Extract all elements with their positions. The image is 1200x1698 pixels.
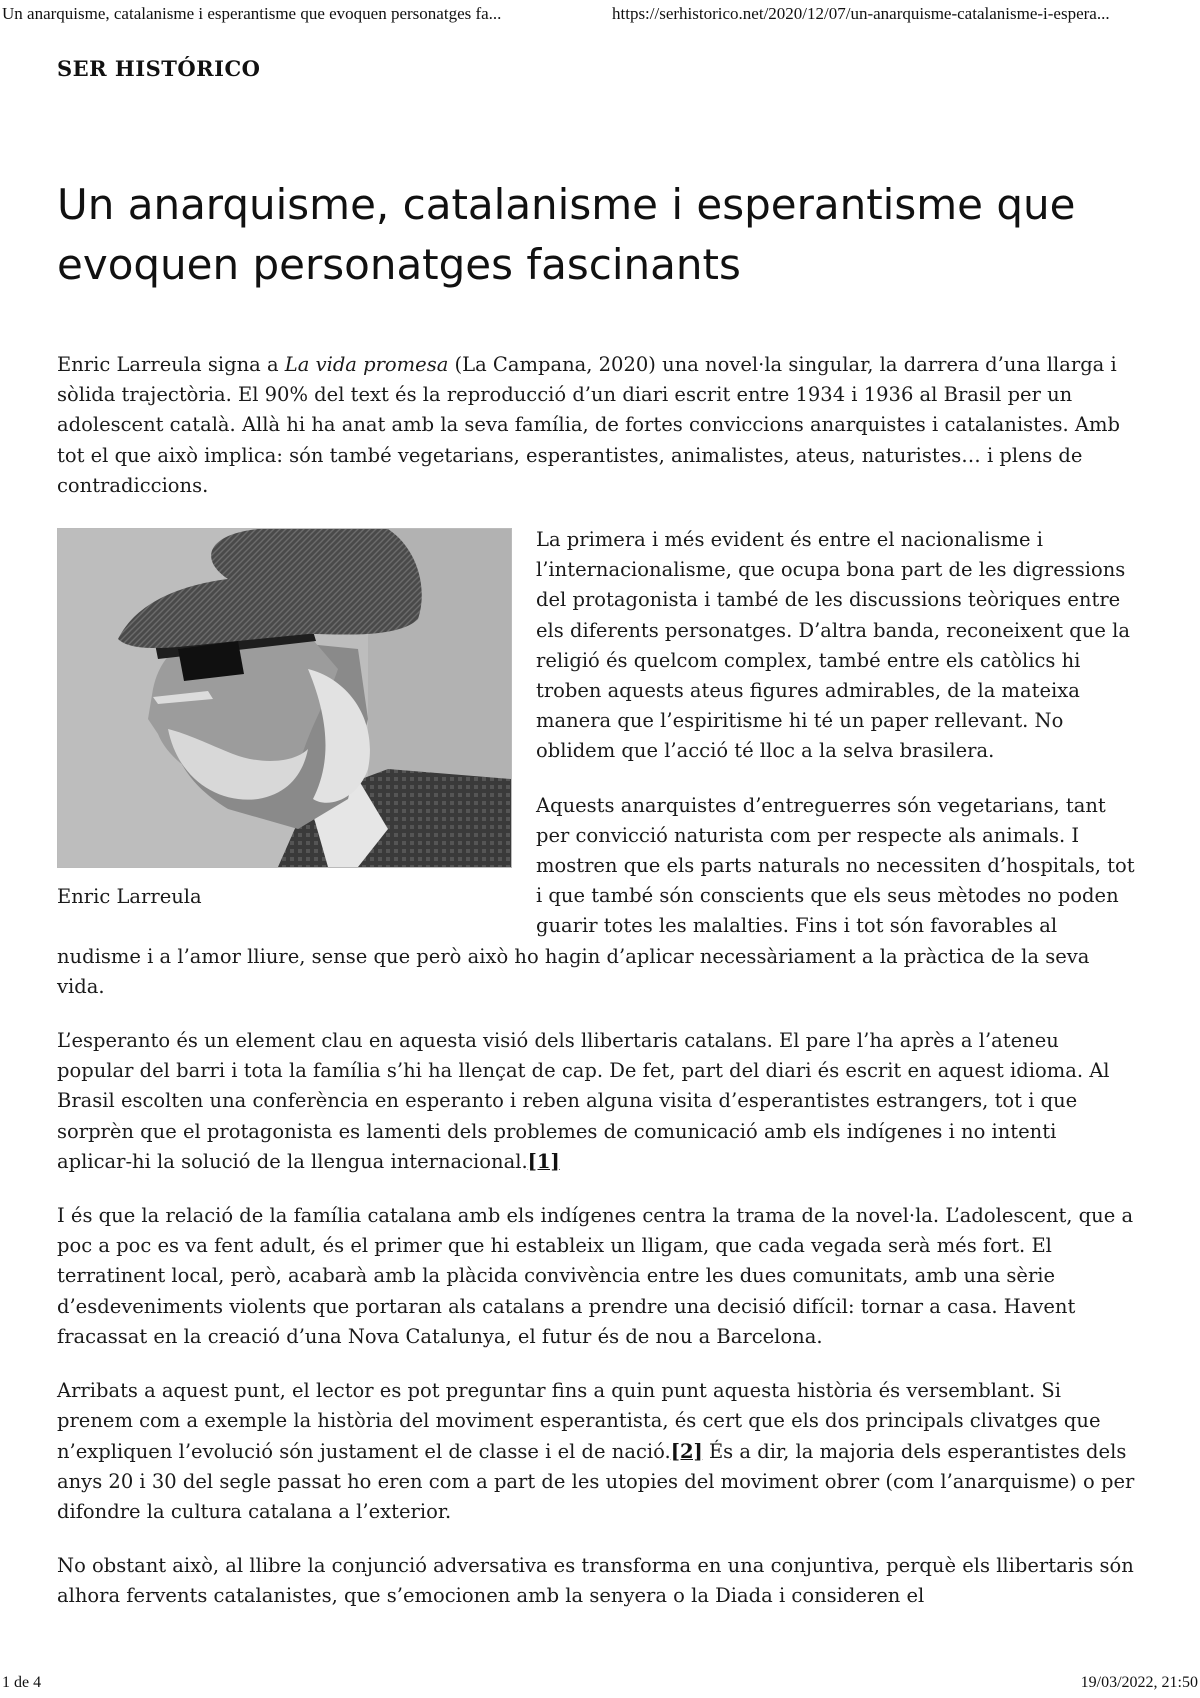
intro-text-b: (La Campana, 2020) una novel·la singular, la darrera d’una llarga i sòlida trajectòria. El 90% del text és la reproducció d’un diari escrit entre 1934 i 1936 al Brasil per un adolescent català. Allà hi ha anat amb la seva família, de fortes conviccions anarquistes i catalanistes. Amb tot el que això implica: són també vegetarians, esperantistes, animalistes, ateus, naturistes… i plens de contradiccions. (57, 353, 1120, 497)
paragraph-3: Aquests anarquistes d’entreguerres són vegetarians, tant per convicció naturista com per respecte als animals. I mostren que els parts naturals no necessiten d’hospitals, tot i que també són conscients que els seus mètodes no poden guarir totes les malalties. Fins i tot són favorables al nudisme i a l’amor lliure, sense que però això ho hagin d’aplicar necessàriament a la pràctica de la seva vida. (57, 793, 1135, 998)
page-number: 1 de 4 (2, 1674, 42, 1691)
paragraph-2: La primera i més evident és entre el nacionalisme i l’internacionalisme, que ocupa bona part de les digressions del protagonista i també de les discussions teòriques entre els diferents personatges. D’altra banda, reconeixent que la religió és quelcom complex, també entre els catòlics hi troben aquests ateus figures admirables, de la mateixa manera que l’espiritisme hi té un paper rellevant. No oblidem que l’acció té lloc a la selva brasilera. (536, 528, 1130, 763)
print-header (0, 0, 1200, 30)
paragraph-6 (57, 1376, 1137, 1527)
book-title: La vida promesa (284, 353, 449, 376)
author-photo (57, 528, 512, 868)
paragraph-7: No obstant això, al llibre la conjunció adversativa es transforma en una conjuntiva, perquè els llibertaris són alhora fervents catalanistes, que s’emocionen amb la senyera o la Diada i consideren el (57, 1554, 1134, 1608)
paragraph-6-text-a: Arribats a aquest punt, el lector es pot preguntar fins a quin punt aquesta història és versemblant. Si prenem com a exemple la història del moviment esperantista, és cert que els dos principals clivatges que n’expliquen l’evolució són justament el de classe i el de nació. (57, 1379, 1101, 1463)
footnote-link-1[interactable]: [1] (527, 1149, 560, 1173)
article-title: Un anarquisme, catalanisme i esperantisme que evoquen personatges fascinants (57, 180, 1076, 289)
print-page-title: Un anarquisme, catalanisme i esperantisme que evoquen personatges fa... (2, 4, 502, 23)
site-title[interactable]: SER HISTÓRICO (57, 56, 261, 81)
paragraph-6-text-b: És a dir, la majoria dels esperantistes dels anys 20 i 30 del segle passat ho eren com a part de les utopies del moviment obrer (com l’anarquisme) o per difondre la cultura catalana a l’exterior. (57, 1439, 1135, 1523)
article-body (57, 350, 1137, 1636)
print-footer (0, 1670, 1200, 1698)
paragraph-intro (57, 350, 1137, 501)
footnote-link-2[interactable]: [2] (670, 1439, 703, 1463)
paragraph-4 (57, 1026, 1137, 1177)
print-url[interactable]: https://serhistorico.net/2020/12/07/un-anarquisme-catalanisme-i-espera... (612, 4, 1110, 23)
intro-text-a: Enric Larreula signa a (57, 353, 285, 376)
print-datetime: 19/03/2022, 21:50 (1080, 1674, 1198, 1691)
photo-caption: Enric Larreula (57, 885, 202, 909)
paragraph-5: I és que la relació de la família catalana amb els indígenes centra la trama de la novel·la. L’adolescent, que a poc a poc es va fent adult, és el primer que hi estableix un lligam, que cada vegada serà més fort. El terratinent local, però, acabarà amb la plàcida convivència entre les dues comunitats, amb una sèrie d’esdeveniments violents que portaran als catalans a prendre una decisió difícil: tornar a casa. Havent fracassat en la creació d’una Nova Catalunya, el futur és de nou a Barcelona. (57, 1204, 1134, 1348)
paragraph-4-text: L’esperanto és un element clau en aquesta visió dels llibertaris catalans. El pare l’ha après a l’ateneu popular del barri i tota la família s’hi ha llençat de cap. De fet, part del diari és escrit en aquest idioma. Al Brasil escolten una conferència en esperanto i reben alguna visita d’esperantistes estrangers, tot i que sorprèn que el protagonista es lamenti dels problemes de comunicació amb els indígenes i no intenti aplicar-hi la solució de la llengua internacional. (57, 1029, 1110, 1173)
author-figure (57, 528, 512, 912)
